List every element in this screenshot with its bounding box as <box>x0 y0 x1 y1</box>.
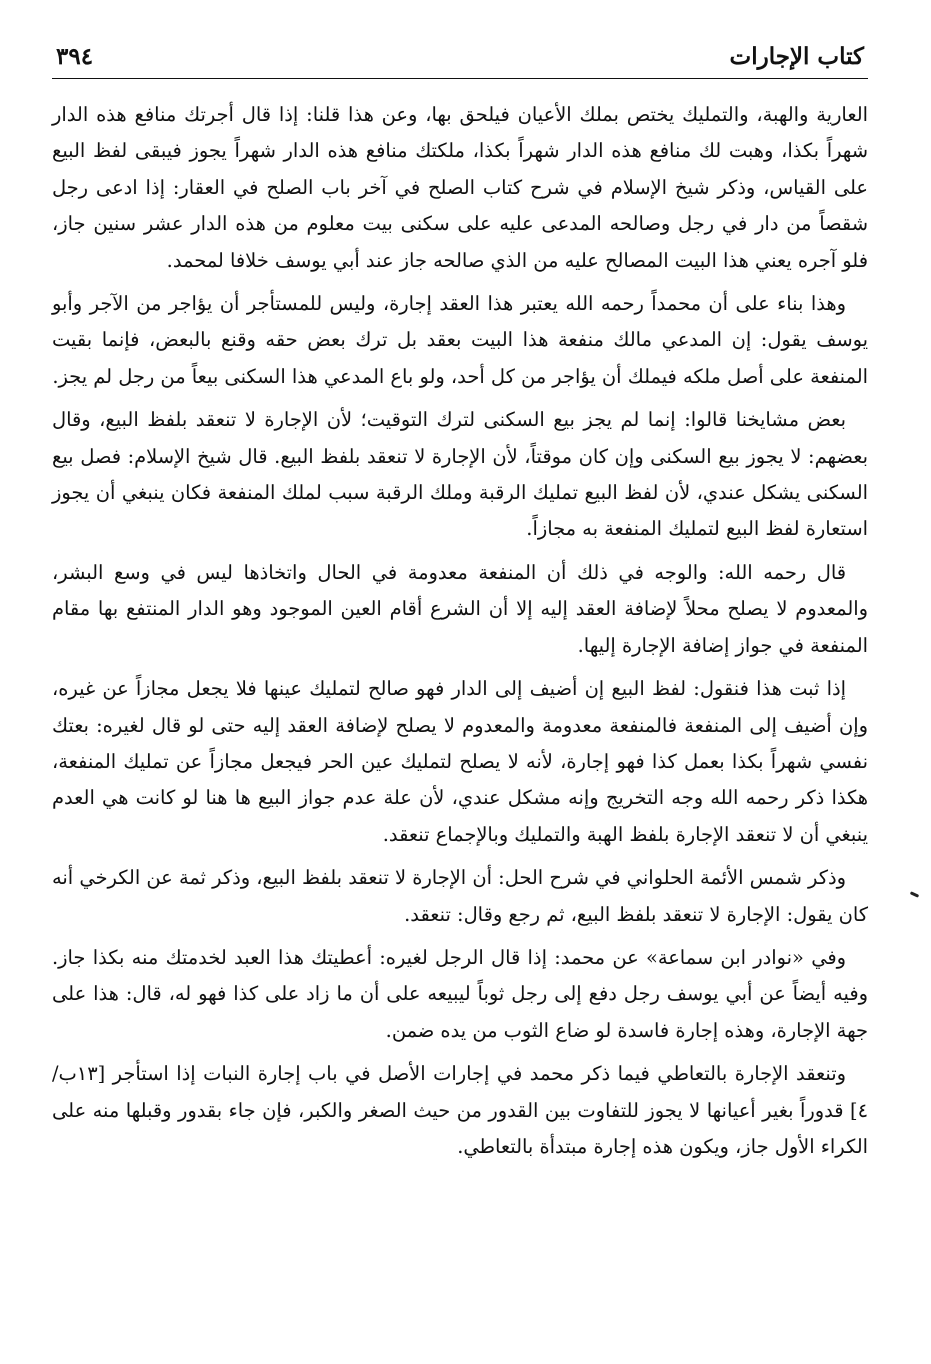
page-header <box>52 28 868 79</box>
page-body <box>52 97 868 1165</box>
paragraph: إذا ثبت هذا فنقول: لفظ البيع إن أضيف إلى الدار فهو صالح لتمليك عينها فلا يجعل مجازاً عن غيره، وإن أضيف إلى المنفعة فالمنفعة معدومة والمعدوم لا يصلح لإضافة العقد إليه حتى لو قال لغيره: بعتك نفسي شهراً بكذا بعمل كذا فهو إجارة، لأنه لا يصلح لتمليك عين الحر فيجعل مجازاً عن تمليك المنفعة، هكذا ذكر رحمه الله وجه التخريج وإنه مشكل عندي، لأن علة عدم جواز البيع ها هنا لو كانت هي العدم ينبغي أن لا تنعقد الإجارة بلفظ الهبة والتمليك وبالإجماع تنعقد. <box>52 677 868 846</box>
paragraph: وفي «نوادر ابن سماعة» عن محمد: إذا قال الرجل لغيره: أعطيتك هذا العبد لخدمتك منه بكذا جاز. وفيه أيضاً عن أبي يوسف رجل دفع إلى رجل ثوباً ليبيعه على أن ما زاد على كذا فهو له، قال: هذا على جهة الإجارة، وهذه إجارة فاسدة لو ضاع الثوب من يده ضمن. <box>52 945 868 1042</box>
scan-speck <box>910 891 919 898</box>
paragraph: وتنعقد الإجارة بالتعاطي فيما ذكر محمد في إجارات الأصل في باب إجارة النبات إذا استأجر [١٣ب/ ٤] قدوراً بغير أعيانها لا يجوز للتفاوت بين القدور من حيث الصغر والكبر، فإن جاء بقدور وقبلها منه على الكراء الأول جاز، ويكون هذه إجارة مبتدأة بالتعاطي. <box>52 1062 868 1158</box>
paragraph: وذكر شمس الأئمة الحلواني في شرح الحل: أن الإجارة لا تنعقد بلفظ البيع، وذكر ثمة عن الكرخي أنه كان يقول: الإجارة لا تنعقد بلفظ البيع، ثم رجع وقال: تنعقد. <box>52 866 868 926</box>
paragraph: وهذا بناء على أن محمداً رحمه الله يعتبر هذا العقد إجارة، وليس للمستأجر أن يؤاجر من الآجر وأبو يوسف يقول: إن المدعي مالك منفعة هذا البيت بعقد بل ترك بعض حقه وقنع بالبعض، فإنما بقيت المنفعة على أصل ملكه فيملك أن يؤاجر من كل أحد، ولو باع المدعي هذا السكنى بيعاً من رجل لم يجز. <box>52 292 868 388</box>
paragraph: العارية والهبة، والتمليك يختص بملك الأعيان فيلحق بها، وعن هذا قلنا: إذا قال أجرتك منافع هذه الدار شهراً بكذا، وهبت لك منافع هذه الدار شهراً بكذا، ملكتك منافع هذه الدار شهراً يجوز فيبقى لفظ البيع على القياس، وذكر شيخ الإسلام في شرح كتاب الصلح في آخر باب الصلح في العقار: إذا ادعى رجل شقصاً من دار في رجل وصالحه المدعى عليه على سكنى بيت معلوم من هذه الدار عشر سنين جاز، فلو آجره يعني هذا البيت المصالح عليه من الذي صالحه جاز عند أبي يوسف خلافا لمحمد. <box>52 103 868 272</box>
paragraph: قال رحمه الله: والوجه في ذلك أن المنفعة معدومة في الحال واتخاذها ليس في وسع البشر، والمعدوم لا يصلح محلاً لإضافة العقد إليه إلا أن الشرع أقام العين الموجود وهو الدار المنتفع بها مقام المنفعة في جواز إضافة الإجارة إليها. <box>52 560 868 657</box>
page-number: ٣٩٤ <box>56 43 94 70</box>
paragraph: بعض مشايخنا قالوا: إنما لم يجز بيع السكنى لترك التوقيت؛ لأن الإجارة لا تنعقد بلفظ البيع، وقال بعضهم: لا يجوز بيع السكنى وإن كان موقتاً، لأن الإجارة لا تنعقد بلفظ البيع. قال شيخ الإسلام: فصل بيع السكنى يشكل عندي، لأن لفظ البيع تمليك الرقبة وملك الرقبة سبب لملك المنفعة فكان ينبغي أن يجوز استعارة لفظ البيع لتمليك المنفعة به مجازاً. <box>52 408 868 541</box>
chapter-title: كتاب الإجارات <box>729 43 864 70</box>
book-page <box>52 28 868 1338</box>
